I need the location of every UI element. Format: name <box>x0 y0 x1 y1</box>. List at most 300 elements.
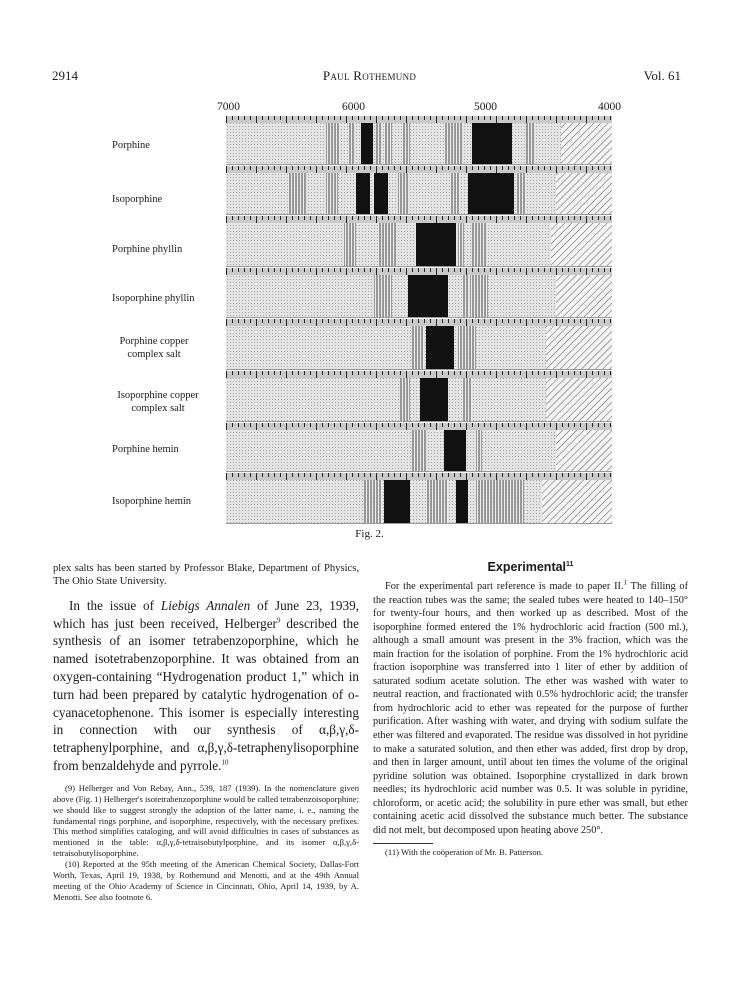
scale-tick <box>490 116 491 120</box>
scale-tick <box>262 423 263 427</box>
scale-tick <box>400 116 401 120</box>
scale-tick <box>460 473 461 477</box>
scale-tick <box>322 166 323 170</box>
scale-tick <box>358 166 359 170</box>
scale-tick <box>388 319 389 323</box>
scale-tick <box>514 319 515 323</box>
scale-tick <box>424 268 425 272</box>
scale-tick <box>226 166 227 173</box>
absorption-band-dark <box>384 480 410 524</box>
scale-tick <box>328 268 329 272</box>
scale-tick <box>304 268 305 272</box>
scale-tick <box>604 319 605 323</box>
scale-tick <box>382 216 383 220</box>
scale-tick <box>454 371 455 375</box>
text-run: In the issue of <box>69 597 161 613</box>
scale-tick <box>466 166 467 173</box>
scale-tick <box>358 371 359 375</box>
scale-tick <box>286 423 287 430</box>
scale-tick <box>280 166 281 170</box>
scale-tick <box>448 319 449 323</box>
scale-tick <box>424 216 425 220</box>
scale-tick <box>328 116 329 120</box>
scale-tick <box>250 423 251 427</box>
continued-paragraph: plex salts has been started by Professor Blake, Department of Physics, The Ohio State University. <box>53 563 359 588</box>
scale-tick <box>388 473 389 477</box>
scale-tick <box>394 116 395 120</box>
scale-tick <box>544 166 545 170</box>
scale-tick <box>418 216 419 220</box>
scale-tick <box>328 423 329 427</box>
scale-tick <box>508 116 509 120</box>
scale-tick <box>298 268 299 272</box>
scale-tick <box>478 216 479 220</box>
scale-tick <box>532 473 533 477</box>
scale-tick <box>412 371 413 375</box>
scale-tick <box>508 371 509 375</box>
scale-tick <box>592 473 593 477</box>
scale-tick <box>478 116 479 120</box>
scale-tick <box>544 371 545 375</box>
scale-tick <box>340 473 341 477</box>
scale-tick <box>436 423 437 430</box>
label-line: complex salt <box>131 403 185 414</box>
scale-tick <box>550 216 551 220</box>
scale-tick <box>442 116 443 120</box>
scale-tick <box>370 371 371 375</box>
scale-tick <box>364 319 365 323</box>
scale-tick <box>466 319 467 326</box>
scale-tick <box>430 116 431 120</box>
scale-tick <box>328 473 329 477</box>
scale-tick <box>406 216 407 223</box>
scale-tick <box>334 268 335 272</box>
scale-tick <box>574 116 575 120</box>
scale-tick <box>268 268 269 272</box>
scale-tick <box>466 423 467 430</box>
scale-tick <box>310 166 311 170</box>
scale-tick <box>538 423 539 427</box>
scale-tick <box>268 423 269 427</box>
right-column <box>373 562 688 858</box>
strip-border <box>226 266 612 267</box>
scale-tick <box>238 473 239 477</box>
scale-tick <box>448 371 449 375</box>
scale-tick <box>364 423 365 427</box>
text-run: The filling of the reaction tubes was the same; the sealed tubes were heated to 140–150° for twenty-four hours, and then worked up as described. Most of the isoporphine formed entered the 1% hydrochloric acid fraction (500 ml.), although a small amount was present in the 3% fraction, which was the main fraction for the isolation of porphine. From the 1% hydrochloric acid fraction isoporphine was transferred into 1 liter of ether by addition of saturated sodium acetate solution. The ether was washed with water to neutral reaction, and fractionated with 0.5% hydrochloric acid; the transfer from hydrochloric acid to ether was repeated for the purpose of further purification. After washing with water, and drying with sodium sulfate the ether was filtered and evaporated. The residue was dissolved in hot pyridine to make a saturated solution, and then ether was added, first drop by drop, and then in larger amount, until about ten times the volume of the original pyridine solution was obtained. Isoporphine crystallized in dark brown needles; its hydrochloric acid number was 0.5. It was soluble in pyridine, chloroform, or acetic acid; the solubility in pure ether was small, but ether containing acetic acid dissolved the substance much better. The substance did not melt, but decomposed upon heating above 250°. <box>373 581 688 836</box>
scale-tick <box>598 216 599 220</box>
scale-tick <box>316 216 317 223</box>
absorption-band-lines <box>516 480 524 524</box>
scale-tick <box>232 319 233 323</box>
scale-tick <box>400 319 401 323</box>
scale-tick <box>328 216 329 220</box>
scale-tick <box>580 319 581 323</box>
scale-tick <box>376 216 377 223</box>
scale-tick <box>544 116 545 120</box>
absorption-band-lines <box>288 173 306 215</box>
scale-tick <box>250 166 251 170</box>
absorption-band-lines <box>476 430 482 472</box>
footnote-ref-11: 11 <box>566 560 574 568</box>
scale-tick <box>532 268 533 272</box>
spectrum-label-porphine-phyllin: Porphine phyllin <box>112 244 183 255</box>
scale-tick <box>610 319 611 323</box>
scale-tick <box>244 473 245 477</box>
scale-tick <box>412 319 413 323</box>
scale-tick <box>580 116 581 120</box>
scale-tick <box>568 268 569 272</box>
scale-tick <box>250 116 251 120</box>
scale-tick <box>400 473 401 477</box>
scale-tick <box>382 371 383 375</box>
scale-tick <box>514 216 515 220</box>
scale-tick <box>574 371 575 375</box>
scale-tick <box>496 166 497 173</box>
absorption-band-hatched <box>551 223 612 267</box>
scale-tick <box>268 319 269 323</box>
scale-tick <box>310 319 311 323</box>
scale-tick <box>412 116 413 120</box>
strip-border <box>226 369 612 370</box>
scale-tick <box>496 116 497 123</box>
scale-tick <box>376 371 377 378</box>
scale-tick <box>562 319 563 323</box>
scale-tick <box>406 319 407 326</box>
scale-tick <box>316 371 317 378</box>
scale-tick <box>502 116 503 120</box>
scale-tick <box>526 166 527 173</box>
scale-tick <box>442 166 443 170</box>
scale-tick <box>442 216 443 220</box>
scale-tick <box>562 166 563 170</box>
scale-tick <box>310 473 311 477</box>
scale-tick <box>508 216 509 220</box>
scale-tick <box>418 116 419 120</box>
scale-tick <box>556 116 557 123</box>
scale-tick <box>364 268 365 272</box>
scale-tick <box>586 268 587 275</box>
scale-tick <box>226 473 227 480</box>
scale-tick <box>556 371 557 378</box>
scale-tick <box>484 319 485 323</box>
absorption-band-lines <box>472 223 486 267</box>
absorption-band-dark <box>374 173 388 215</box>
scale-tick <box>244 116 245 120</box>
scale-tick <box>352 268 353 272</box>
scale-tick <box>574 166 575 170</box>
scale-tick <box>556 423 557 430</box>
scale-tick <box>418 268 419 272</box>
scale-tick <box>346 473 347 480</box>
scale-tick <box>262 268 263 272</box>
scale-tick <box>394 268 395 272</box>
scale-tick <box>436 268 437 275</box>
scale-tick <box>538 216 539 220</box>
scale-tick <box>568 116 569 120</box>
scale-tick <box>328 371 329 375</box>
text-run: described the synthesis of an isomer tetrabenzoporphine, which he named isotetrabenzoporphine. It was obtained from an oxygen-containing “Hydrogenation product 1,” which in turn had been prepared by catalytic hydrogenation of o-cyanacetophenone. This isomer is especially interesting in connection with our synthesis of α,β,γ,δ-tetraphenylporphine, and α,β,γ,δ-tetraphenylisoporphine from benzaldehyde and pyrrole. <box>53 615 359 773</box>
spectrum-strip-texture <box>226 173 612 215</box>
scale-tick <box>448 473 449 477</box>
scale-tick <box>268 166 269 170</box>
scale-tick <box>262 216 263 220</box>
scale-tick <box>316 319 317 326</box>
scale-tick <box>568 473 569 477</box>
scale-tick <box>550 166 551 170</box>
scale-tick <box>568 371 569 375</box>
scale-tick <box>568 319 569 323</box>
scale-tick <box>388 371 389 375</box>
scale-tick <box>358 268 359 272</box>
running-head-author: Paul Rothemund <box>322 68 417 83</box>
scale-tick <box>244 166 245 170</box>
scale-tick <box>322 216 323 220</box>
scale-tick <box>304 423 305 427</box>
scale-tick <box>580 371 581 375</box>
absorption-band-lines <box>426 480 448 524</box>
strip-border <box>226 523 612 524</box>
scale-tick <box>466 116 467 123</box>
scale-tick <box>496 423 497 430</box>
scale-tick <box>490 423 491 427</box>
scale-tick <box>352 116 353 120</box>
text-run: For the experimental part reference is made to paper II. <box>385 581 624 592</box>
scale-tick <box>346 319 347 326</box>
scale-tick <box>424 371 425 375</box>
scale-tick <box>418 473 419 477</box>
footnote-ref-9: 9 <box>276 616 281 625</box>
scale-tick <box>502 319 503 323</box>
scale-tick <box>514 371 515 375</box>
label-line: Isoporphine copper <box>117 390 199 401</box>
scale-tick <box>292 371 293 375</box>
scale-tick <box>604 371 605 375</box>
scale-tick <box>280 371 281 375</box>
scale-tick <box>460 423 461 427</box>
scale-tick <box>598 473 599 477</box>
scale-tick <box>472 268 473 272</box>
scale-tick <box>544 216 545 220</box>
scale-tick <box>592 423 593 427</box>
scale-tick <box>400 166 401 170</box>
scale-tick <box>292 166 293 170</box>
scale-tick <box>436 371 437 378</box>
scale-tick <box>286 216 287 223</box>
scale-tick <box>586 371 587 378</box>
scale-tick <box>406 371 407 378</box>
scale-tick <box>250 216 251 220</box>
scale-tick <box>334 319 335 323</box>
scale-tick <box>292 473 293 477</box>
scale-tick <box>592 166 593 170</box>
absorption-band-lines <box>344 223 356 267</box>
scale-tick <box>298 371 299 375</box>
scale-tick <box>370 216 371 220</box>
scale-tick <box>304 166 305 170</box>
scale-tick <box>262 116 263 120</box>
scale-tick <box>406 166 407 173</box>
spectrum-label-porphine: Porphine <box>112 140 150 151</box>
scale-tick <box>394 216 395 220</box>
scale-tick <box>346 423 347 430</box>
scale-tick <box>478 423 479 427</box>
scale-tick <box>238 166 239 170</box>
scale-tick <box>562 473 563 477</box>
absorption-band-dark <box>468 173 514 215</box>
scale-tick <box>370 319 371 323</box>
scale-tick <box>280 268 281 272</box>
scale-tick <box>424 319 425 323</box>
scale-tick <box>538 166 539 170</box>
scale-tick <box>490 371 491 375</box>
scale-tick <box>262 319 263 323</box>
scale-tick <box>430 473 431 477</box>
scale-tick <box>358 216 359 220</box>
scale-tick <box>592 116 593 120</box>
scale-tick <box>364 473 365 477</box>
scale-tick <box>472 371 473 375</box>
scale-tick <box>424 116 425 120</box>
scale-tick <box>562 116 563 120</box>
scale-tick <box>526 268 527 275</box>
strip-border <box>226 471 612 472</box>
scale-tick <box>502 166 503 170</box>
scale-tick <box>292 116 293 120</box>
scale-tick <box>232 216 233 220</box>
scale-tick <box>340 268 341 272</box>
scale-tick <box>478 166 479 170</box>
absorption-band-hatched <box>546 326 612 370</box>
scale-tick <box>274 473 275 477</box>
scale-tick <box>496 473 497 480</box>
scale-tick <box>394 166 395 170</box>
scale-tick <box>418 166 419 170</box>
absorption-band-dark <box>472 123 512 165</box>
scale-tick <box>412 423 413 427</box>
scale-tick <box>244 319 245 323</box>
scale-tick <box>316 423 317 430</box>
absorption-band-hatched <box>556 173 612 215</box>
scale-tick <box>298 319 299 323</box>
absorption-band-dark <box>408 275 448 318</box>
scale-tick <box>328 319 329 323</box>
scale-tick <box>484 423 485 427</box>
scale-tick <box>322 319 323 323</box>
scale-tick <box>586 216 587 223</box>
scale-tick <box>334 166 335 170</box>
scale-tick <box>508 473 509 477</box>
scale-tick <box>592 319 593 323</box>
scale-tick <box>322 423 323 427</box>
absorption-band-lines <box>516 173 526 215</box>
scale-tick <box>340 166 341 170</box>
scale-tick <box>598 423 599 427</box>
scale-tick <box>562 371 563 375</box>
scale-tick <box>430 319 431 323</box>
scale-tick <box>226 116 227 123</box>
scale-tick <box>502 371 503 375</box>
scale-tick <box>418 371 419 375</box>
absorption-band-lines <box>412 326 424 370</box>
scale-tick <box>382 116 383 120</box>
scale-tick <box>580 216 581 220</box>
scale-tick <box>436 216 437 223</box>
scale-tick <box>256 116 257 123</box>
scale-tick <box>268 473 269 477</box>
scale-tick <box>352 423 353 427</box>
scale-tick <box>346 116 347 123</box>
absorption-band-lines <box>402 123 410 165</box>
scale-tick <box>550 268 551 272</box>
scale-tick <box>580 166 581 170</box>
scale-tick <box>454 319 455 323</box>
scale-tick <box>604 473 605 477</box>
strip-border <box>226 421 612 422</box>
scale-tick <box>400 268 401 272</box>
spectrum-label-isoporphine-phyllin: Isoporphine phyllin <box>112 293 195 304</box>
scale-tick <box>448 116 449 120</box>
scale-tick <box>466 371 467 378</box>
scale-tick <box>574 216 575 220</box>
scale-tick <box>364 166 365 170</box>
scale-tick <box>376 423 377 430</box>
title-text: Experimental <box>487 560 567 574</box>
scale-tick <box>610 473 611 477</box>
scale-tick <box>346 216 347 223</box>
scale-tick <box>478 473 479 477</box>
scale-tick <box>250 319 251 323</box>
scale-tick <box>322 371 323 375</box>
scale-tick <box>490 268 491 272</box>
scale-tick <box>340 116 341 120</box>
scale-tick <box>430 371 431 375</box>
scale-tick <box>550 473 551 477</box>
scale-tick <box>286 371 287 378</box>
scale-tick <box>508 319 509 323</box>
scale-tick <box>382 268 383 272</box>
scale-tick <box>574 319 575 323</box>
scale-tick <box>256 319 257 326</box>
scale-tick <box>232 116 233 120</box>
scale-tick <box>316 166 317 173</box>
absorption-band-dark <box>426 326 454 370</box>
scale-tick <box>316 116 317 123</box>
scale-tick <box>412 216 413 220</box>
scale-tick <box>256 473 257 480</box>
scale-tick <box>442 473 443 477</box>
footnote-ref-10: 10 <box>221 758 229 767</box>
scale-tick <box>430 423 431 427</box>
absorption-band-dark <box>456 480 468 524</box>
scale-tick <box>490 216 491 220</box>
scale-tick <box>358 423 359 427</box>
scale-tick <box>292 216 293 220</box>
scale-tick <box>232 423 233 427</box>
absorption-band-lines <box>374 275 392 318</box>
scale-tick <box>274 116 275 120</box>
scale-tick <box>304 116 305 120</box>
scale-tick <box>508 423 509 427</box>
scale-tick <box>274 423 275 427</box>
scale-tick <box>436 116 437 123</box>
absorption-spectra-figure <box>226 116 612 524</box>
scale-tick <box>226 319 227 326</box>
scale-tick <box>226 371 227 378</box>
scale-tick <box>598 268 599 272</box>
spectrum-label-isoporphine-hemin: Isoporphine hemin <box>112 496 192 507</box>
journal-name: Liebigs Annalen <box>160 597 251 613</box>
